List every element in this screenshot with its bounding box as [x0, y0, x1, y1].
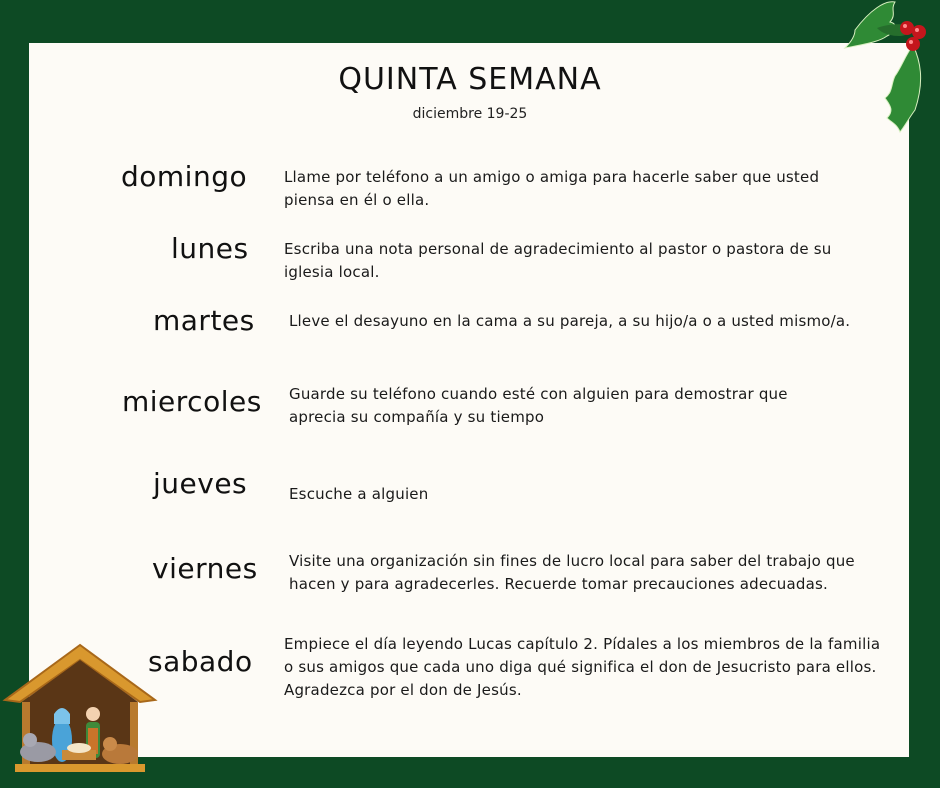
day-label-lunes: lunes — [171, 232, 249, 265]
holly-icon — [815, 0, 940, 140]
day-text-martes: Lleve el desayuno en la cama a su pareja, a su hijo/a o a usted mismo/a. — [289, 312, 851, 330]
nativity-manger-icon — [0, 640, 160, 775]
day-text-viernes: Visite una organización sin fines de lucro local para saber del trabajo que hacen y para agradecerles. Recuerde tomar precauciones adecuadas. — [289, 552, 855, 593]
page-title: QUINTA SEMANA — [338, 62, 602, 97]
day-label-sabado: sabado — [148, 645, 253, 678]
day-label-viernes: viernes — [152, 552, 258, 585]
day-label-domingo: domingo — [121, 160, 248, 193]
date-range: diciembre 19-25 — [412, 106, 528, 122]
day-text-domingo: Llame por teléfono a un amigo o amiga para hacerle saber que usted piensa en él o ella. — [284, 168, 820, 209]
day-text-lunes: Escriba una nota personal de agradecimiento al pastor o pastora de su iglesia local. — [284, 240, 832, 281]
day-text-miercoles: Guarde su teléfono cuando esté con alguien para demostrar que aprecia su compañía y su tiempo — [289, 385, 788, 426]
day-label-martes: martes — [153, 304, 255, 337]
day-text-jueves: Escuche a alguien — [289, 485, 429, 503]
day-label-jueves: jueves — [153, 467, 248, 500]
day-label-miercoles: miercoles — [122, 385, 262, 418]
day-text-sabado: Empiece el día leyendo Lucas capítulo 2. Pídales a los miembros de la familia o sus amigos que cada uno diga qué significa el don de Jesucristo para ellos. Agradezca por el don de Jesús. — [284, 635, 881, 699]
